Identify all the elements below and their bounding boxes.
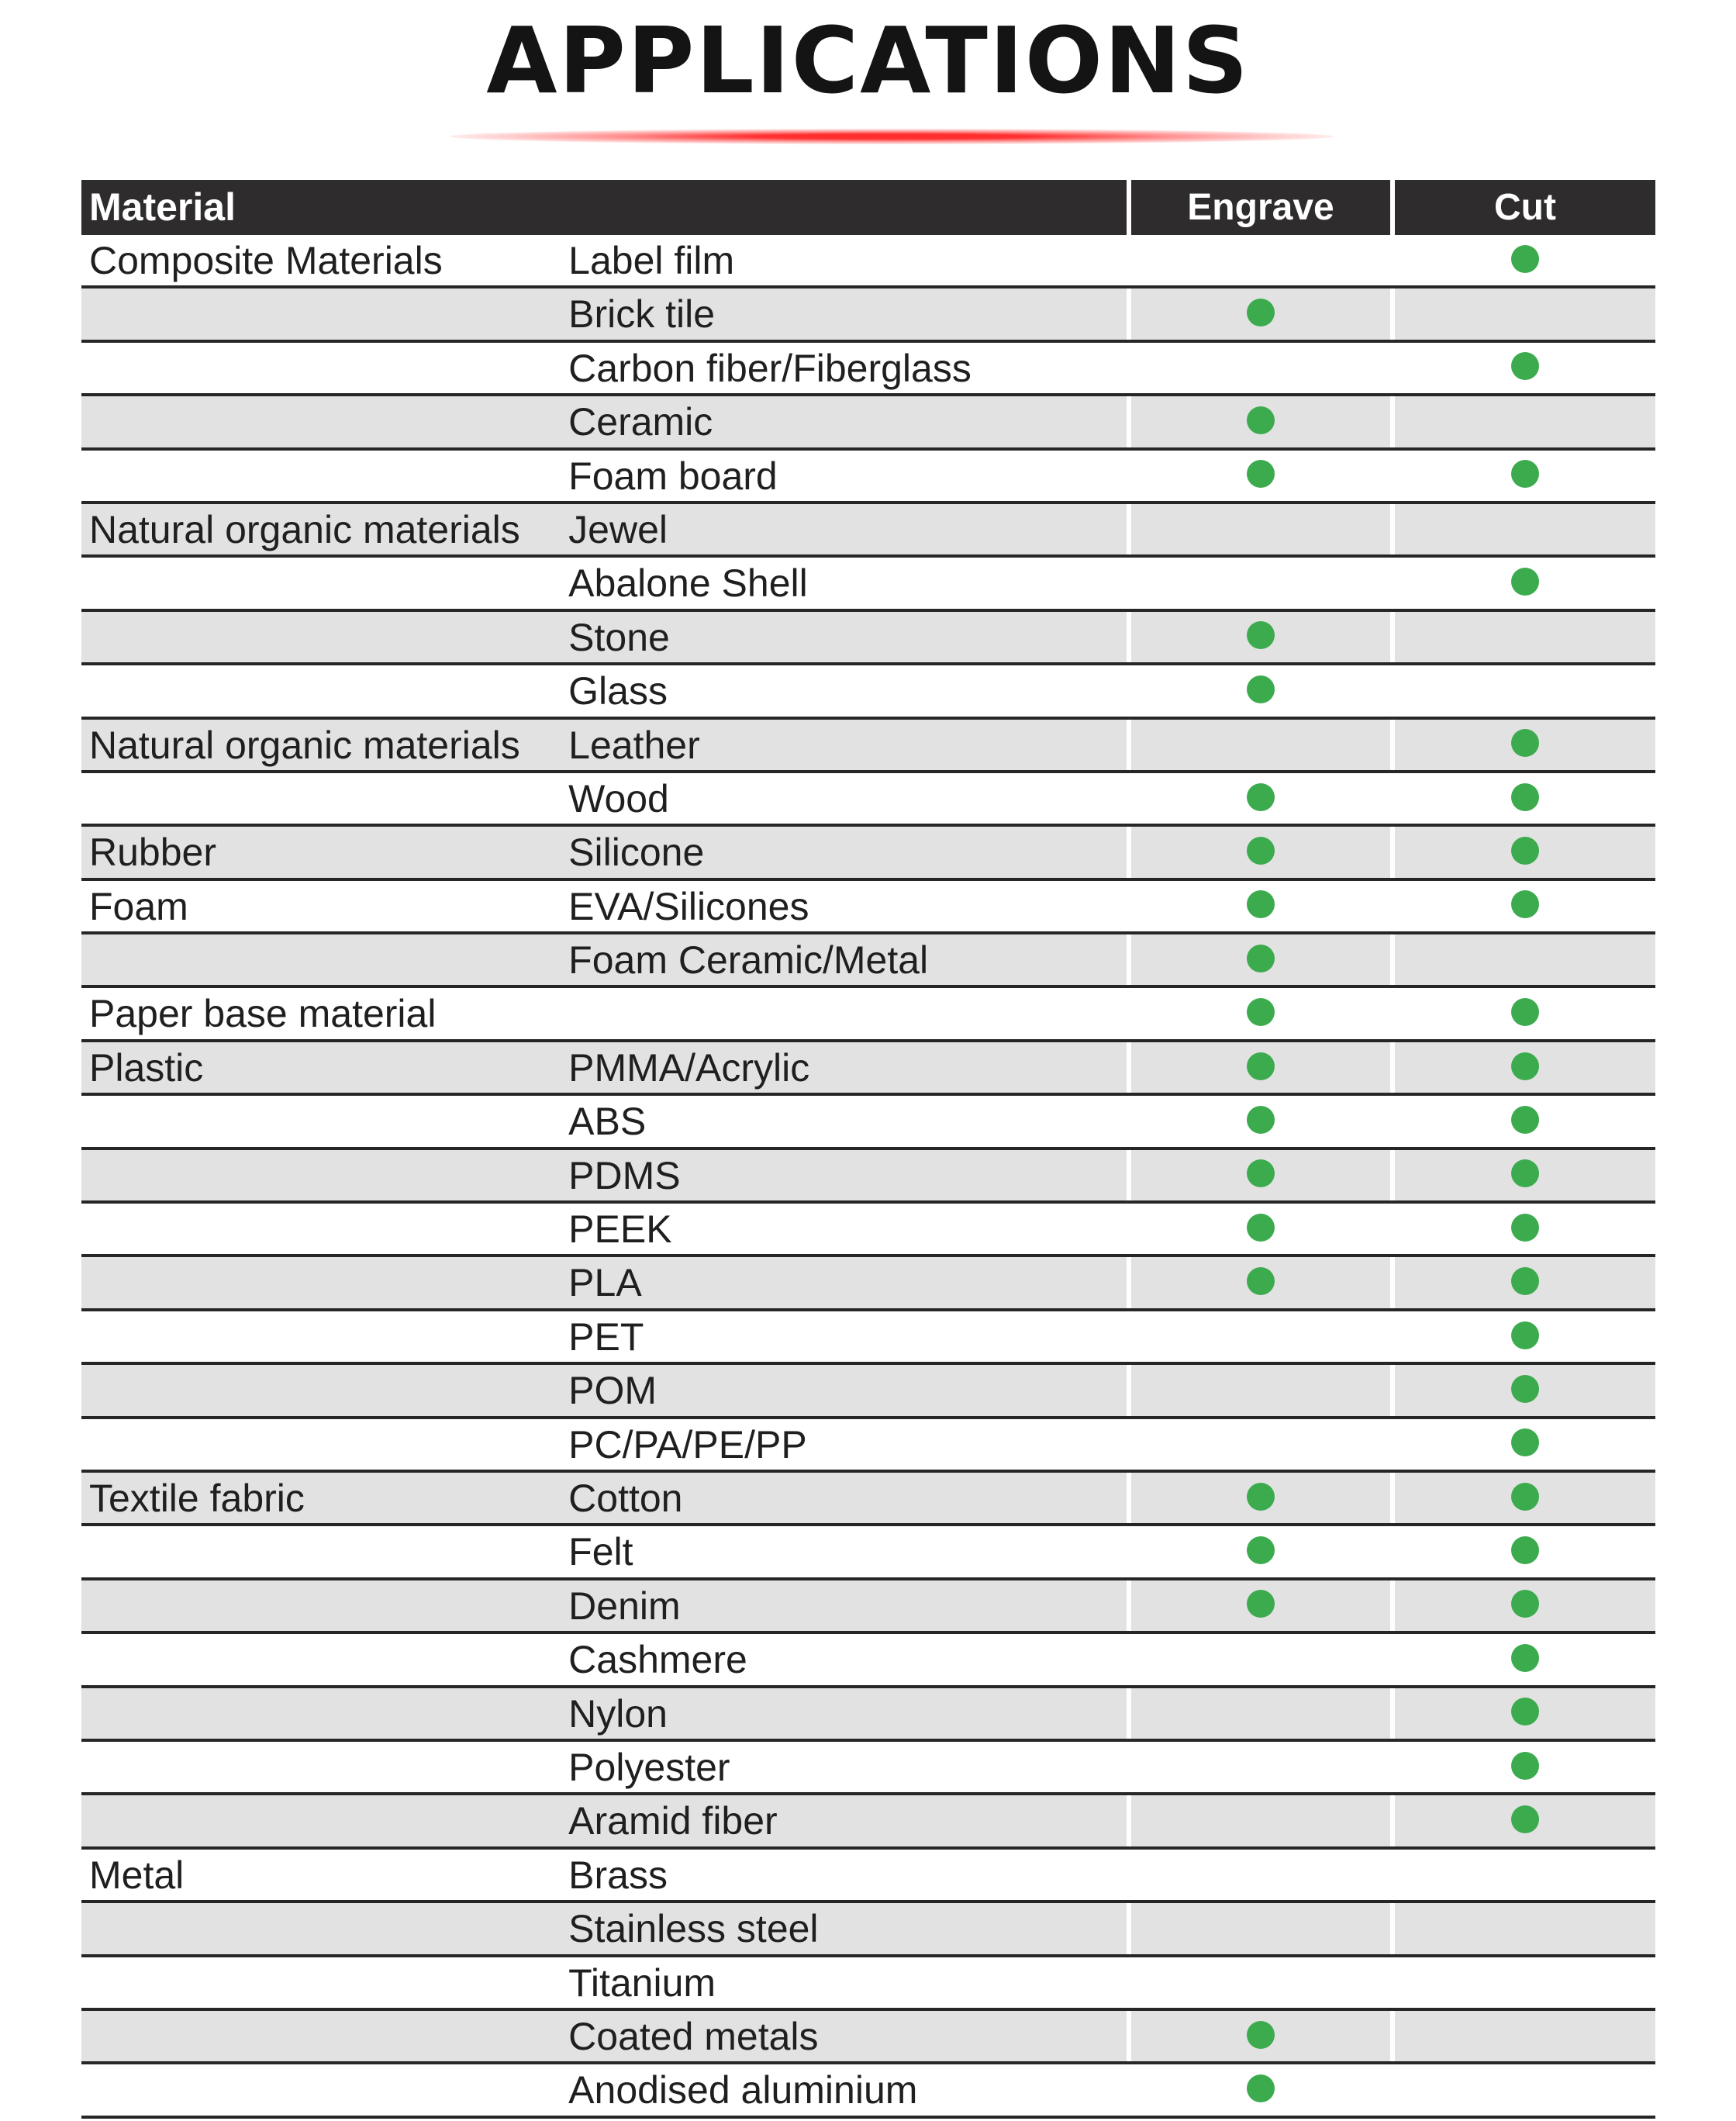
category-cell: Natural organic materials bbox=[81, 720, 568, 770]
title-underline bbox=[450, 129, 1334, 144]
material-cell: Silicone bbox=[568, 827, 1127, 877]
cut-supported-dot-icon bbox=[1511, 352, 1539, 380]
material-cell: PMMA/Acrylic bbox=[568, 1042, 1127, 1093]
cut-cell bbox=[1395, 665, 1655, 716]
table-row bbox=[81, 773, 1655, 827]
cut-supported-dot-icon bbox=[1511, 1267, 1539, 1295]
cut-cell bbox=[1395, 1850, 1655, 1900]
table-row bbox=[81, 1580, 1655, 1634]
material-cell: Felt bbox=[568, 1530, 633, 1574]
category-cell bbox=[81, 773, 568, 824]
cut-cell bbox=[1395, 1311, 1655, 1362]
material-cell: Brick tile bbox=[568, 288, 1127, 339]
engrave-cell bbox=[1131, 1580, 1390, 1631]
engrave-supported-dot-icon bbox=[1247, 1267, 1275, 1295]
cut-supported-dot-icon bbox=[1511, 1321, 1539, 1349]
engrave-cell bbox=[1131, 1742, 1390, 1792]
table-row bbox=[81, 343, 1655, 396]
category-cell bbox=[81, 1526, 568, 1577]
cut-cell bbox=[1395, 288, 1655, 339]
cut-cell bbox=[1395, 1688, 1655, 1739]
header-cut: Cut bbox=[1395, 180, 1655, 235]
category-cell bbox=[81, 665, 568, 716]
engrave-cell bbox=[1131, 1850, 1390, 1900]
cut-cell bbox=[1395, 1795, 1655, 1846]
table-row bbox=[81, 1903, 1655, 1957]
material-cell: PEEK bbox=[568, 1207, 672, 1252]
category-cell bbox=[81, 1903, 568, 1953]
cut-cell bbox=[1395, 1580, 1655, 1631]
category-cell bbox=[81, 1365, 568, 1415]
material-cell: POM bbox=[568, 1365, 1127, 1415]
engrave-cell bbox=[1131, 720, 1390, 770]
engrave-cell bbox=[1131, 934, 1390, 985]
cut-supported-dot-icon bbox=[1511, 998, 1539, 1026]
table-row bbox=[81, 2064, 1655, 2118]
material-cell: PC/PA/PE/PP bbox=[568, 1422, 807, 1466]
cut-supported-dot-icon bbox=[1511, 890, 1539, 918]
table-row bbox=[81, 1473, 1655, 1526]
engrave-supported-dot-icon bbox=[1247, 998, 1275, 1026]
table-body bbox=[81, 235, 1655, 2119]
engrave-cell bbox=[1131, 1096, 1390, 1146]
material-cell: Carbon fiber/Fiberglass bbox=[568, 346, 972, 390]
category-cell bbox=[81, 612, 568, 662]
category-cell: Metal bbox=[89, 1853, 185, 1897]
header-engrave: Engrave bbox=[1131, 180, 1390, 235]
cut-cell bbox=[1395, 612, 1655, 662]
cut-supported-dot-icon bbox=[1511, 1106, 1539, 1134]
material-cell: ABS bbox=[568, 1100, 647, 1144]
header-material: Material bbox=[81, 180, 1127, 235]
table-row bbox=[81, 1042, 1655, 1096]
material-cell: PLA bbox=[568, 1257, 1127, 1307]
cut-cell bbox=[1395, 827, 1655, 877]
cut-cell bbox=[1395, 1042, 1655, 1093]
category-cell: Foam bbox=[89, 884, 188, 928]
material-cell: Label film bbox=[568, 239, 735, 282]
cut-cell bbox=[1395, 396, 1655, 447]
cut-cell bbox=[1395, 881, 1655, 931]
category-cell bbox=[81, 1795, 568, 1846]
cut-supported-dot-icon bbox=[1511, 1375, 1539, 1403]
material-cell: Wood bbox=[568, 776, 669, 820]
category-cell: Composite Materials bbox=[89, 239, 443, 282]
category-cell bbox=[81, 1204, 568, 1254]
cut-cell bbox=[1395, 988, 1655, 1038]
table-row bbox=[81, 504, 1655, 558]
table-row bbox=[81, 1150, 1655, 1204]
cut-supported-dot-icon bbox=[1511, 568, 1539, 596]
engrave-cell bbox=[1131, 451, 1390, 501]
material-cell: Jewel bbox=[568, 504, 1127, 554]
engrave-cell bbox=[1131, 827, 1390, 877]
table-row bbox=[81, 396, 1655, 450]
cut-supported-dot-icon bbox=[1511, 1644, 1539, 1672]
engrave-cell bbox=[1131, 881, 1390, 931]
material-cell: Foam board bbox=[568, 454, 778, 498]
engrave-supported-dot-icon bbox=[1247, 890, 1275, 918]
category-cell: Plastic bbox=[81, 1042, 568, 1093]
engrave-cell bbox=[1131, 773, 1390, 824]
cut-cell bbox=[1395, 504, 1655, 554]
engrave-cell bbox=[1131, 1365, 1390, 1415]
material-cell: Nylon bbox=[568, 1688, 1127, 1739]
cut-cell bbox=[1395, 1204, 1655, 1254]
cut-supported-dot-icon bbox=[1511, 245, 1539, 273]
table-row bbox=[81, 558, 1655, 611]
table-row bbox=[81, 1204, 1655, 1257]
engrave-supported-dot-icon bbox=[1247, 621, 1275, 649]
category-cell bbox=[81, 288, 568, 339]
cut-supported-dot-icon bbox=[1511, 1752, 1539, 1780]
engrave-supported-dot-icon bbox=[1247, 945, 1275, 972]
table-row bbox=[81, 988, 1655, 1042]
table-row bbox=[81, 235, 1655, 288]
material-cell: PDMS bbox=[568, 1150, 1127, 1200]
engrave-cell bbox=[1131, 343, 1390, 393]
cut-cell bbox=[1395, 1742, 1655, 1792]
engrave-cell bbox=[1131, 2064, 1390, 2115]
material-cell: Titanium bbox=[568, 1960, 716, 2005]
applications-table bbox=[81, 180, 1655, 2119]
cut-cell bbox=[1395, 1957, 1655, 2008]
cut-supported-dot-icon bbox=[1511, 460, 1539, 488]
engrave-supported-dot-icon bbox=[1247, 783, 1275, 811]
engrave-cell bbox=[1131, 988, 1390, 1038]
material-cell: Brass bbox=[568, 1853, 668, 1897]
cut-cell bbox=[1395, 1419, 1655, 1470]
cut-cell bbox=[1395, 934, 1655, 985]
engrave-cell bbox=[1131, 1957, 1390, 2008]
cut-supported-dot-icon bbox=[1511, 1805, 1539, 1833]
category-cell: Paper base material bbox=[89, 992, 437, 1036]
category-cell bbox=[81, 1580, 568, 1631]
material-cell: Leather bbox=[568, 720, 1127, 770]
category-cell: Textile fabric bbox=[81, 1473, 568, 1523]
cut-cell bbox=[1395, 558, 1655, 608]
engrave-cell bbox=[1131, 1526, 1390, 1577]
cut-cell bbox=[1395, 451, 1655, 501]
cut-cell bbox=[1395, 235, 1655, 285]
cut-cell bbox=[1395, 1634, 1655, 1684]
cut-supported-dot-icon bbox=[1511, 783, 1539, 811]
category-cell bbox=[81, 1311, 568, 1362]
cut-supported-dot-icon bbox=[1511, 1214, 1539, 1242]
category-cell bbox=[81, 1957, 568, 2008]
category-cell bbox=[81, 396, 568, 447]
category-cell bbox=[81, 1634, 568, 1684]
table-row bbox=[81, 934, 1655, 988]
table-row bbox=[81, 1795, 1655, 1849]
engrave-cell bbox=[1131, 1795, 1390, 1846]
engrave-cell bbox=[1131, 1688, 1390, 1739]
cut-cell bbox=[1395, 1903, 1655, 1953]
cut-supported-dot-icon bbox=[1511, 729, 1539, 757]
engrave-supported-dot-icon bbox=[1247, 406, 1275, 434]
category-cell: Rubber bbox=[81, 827, 568, 877]
engrave-supported-dot-icon bbox=[1247, 460, 1275, 488]
category-cell bbox=[81, 343, 568, 393]
engrave-supported-dot-icon bbox=[1247, 1536, 1275, 1564]
category-cell bbox=[81, 1742, 568, 1792]
cut-cell bbox=[1395, 720, 1655, 770]
table-row bbox=[81, 288, 1655, 342]
material-cell: PET bbox=[568, 1314, 644, 1359]
engrave-cell bbox=[1131, 612, 1390, 662]
engrave-supported-dot-icon bbox=[1247, 1590, 1275, 1618]
engrave-cell bbox=[1131, 1042, 1390, 1093]
engrave-cell bbox=[1131, 2011, 1390, 2061]
engrave-supported-dot-icon bbox=[1247, 1052, 1275, 1080]
table-row bbox=[81, 827, 1655, 880]
material-cell: Stone bbox=[568, 612, 1127, 662]
engrave-cell bbox=[1131, 235, 1390, 285]
material-cell: Cashmere bbox=[568, 1638, 747, 1682]
table-row bbox=[81, 2011, 1655, 2064]
cut-supported-dot-icon bbox=[1511, 1483, 1539, 1511]
material-cell: Cotton bbox=[568, 1473, 1127, 1523]
material-cell: EVA/Silicones bbox=[568, 884, 809, 928]
page-title: APPLICATIONS bbox=[486, 7, 1250, 114]
engrave-cell bbox=[1131, 1311, 1390, 1362]
table-row bbox=[81, 612, 1655, 665]
cut-supported-dot-icon bbox=[1511, 837, 1539, 865]
engrave-supported-dot-icon bbox=[1247, 1483, 1275, 1511]
material-cell: Stainless steel bbox=[568, 1903, 1127, 1953]
material-cell: Abalone Shell bbox=[568, 561, 808, 606]
engrave-cell bbox=[1131, 1150, 1390, 1200]
cut-supported-dot-icon bbox=[1511, 1159, 1539, 1187]
engrave-cell bbox=[1131, 288, 1390, 339]
cut-cell bbox=[1395, 2011, 1655, 2061]
cut-supported-dot-icon bbox=[1511, 1052, 1539, 1080]
category-cell bbox=[81, 1688, 568, 1739]
table-row bbox=[81, 1634, 1655, 1687]
material-cell: Ceramic bbox=[568, 396, 1127, 447]
table-row bbox=[81, 1365, 1655, 1418]
engrave-cell bbox=[1131, 665, 1390, 716]
engrave-supported-dot-icon bbox=[1247, 2021, 1275, 2049]
engrave-cell bbox=[1131, 1257, 1390, 1307]
engrave-supported-dot-icon bbox=[1247, 1159, 1275, 1187]
engrave-supported-dot-icon bbox=[1247, 299, 1275, 326]
table-row bbox=[81, 1850, 1655, 1903]
cut-supported-dot-icon bbox=[1511, 1428, 1539, 1456]
material-cell: Coated metals bbox=[568, 2011, 1127, 2061]
table-row bbox=[81, 1526, 1655, 1580]
engrave-supported-dot-icon bbox=[1247, 675, 1275, 703]
table-header bbox=[81, 180, 1655, 235]
table-row bbox=[81, 1957, 1655, 2011]
category-cell bbox=[81, 1096, 568, 1146]
material-cell bbox=[568, 988, 1127, 1038]
category-cell bbox=[81, 2064, 568, 2115]
engrave-cell bbox=[1131, 1903, 1390, 1953]
engrave-supported-dot-icon bbox=[1247, 837, 1275, 865]
category-cell bbox=[81, 2011, 568, 2061]
table-row bbox=[81, 720, 1655, 773]
cut-supported-dot-icon bbox=[1511, 1536, 1539, 1564]
engrave-supported-dot-icon bbox=[1247, 2074, 1275, 2102]
material-cell: Polyester bbox=[568, 1745, 730, 1789]
category-cell: Natural organic materials bbox=[81, 504, 568, 554]
table-row bbox=[81, 665, 1655, 719]
engrave-cell bbox=[1131, 1419, 1390, 1470]
engrave-cell bbox=[1131, 1634, 1390, 1684]
material-cell: Anodised aluminium bbox=[568, 2068, 918, 2112]
table-row bbox=[81, 1257, 1655, 1311]
engrave-cell bbox=[1131, 504, 1390, 554]
category-cell bbox=[81, 1419, 568, 1470]
cut-cell bbox=[1395, 1096, 1655, 1146]
table-row bbox=[81, 1742, 1655, 1795]
cut-cell bbox=[1395, 1473, 1655, 1523]
engrave-cell bbox=[1131, 558, 1390, 608]
cut-cell bbox=[1395, 343, 1655, 393]
cut-cell bbox=[1395, 1526, 1655, 1577]
table-row bbox=[81, 881, 1655, 934]
cut-cell bbox=[1395, 1365, 1655, 1415]
table-row bbox=[81, 1688, 1655, 1742]
cut-supported-dot-icon bbox=[1511, 1698, 1539, 1725]
material-cell: Aramid fiber bbox=[568, 1795, 1127, 1846]
table-row bbox=[81, 451, 1655, 504]
cut-cell bbox=[1395, 2064, 1655, 2115]
category-cell bbox=[81, 934, 568, 985]
material-cell: Denim bbox=[568, 1580, 1127, 1631]
table-row bbox=[81, 1096, 1655, 1149]
table-row bbox=[81, 1311, 1655, 1365]
category-cell bbox=[81, 558, 568, 608]
material-cell: Foam Ceramic/Metal bbox=[568, 934, 1127, 985]
table-row bbox=[81, 1419, 1655, 1473]
engrave-cell bbox=[1131, 1204, 1390, 1254]
cut-cell bbox=[1395, 773, 1655, 824]
engrave-supported-dot-icon bbox=[1247, 1214, 1275, 1242]
cut-cell bbox=[1395, 1257, 1655, 1307]
category-cell bbox=[81, 1257, 568, 1307]
engrave-supported-dot-icon bbox=[1247, 1106, 1275, 1134]
engrave-cell bbox=[1131, 1473, 1390, 1523]
category-cell bbox=[81, 451, 568, 501]
engrave-cell bbox=[1131, 396, 1390, 447]
material-cell: Glass bbox=[568, 669, 668, 713]
cut-supported-dot-icon bbox=[1511, 1590, 1539, 1618]
cut-cell bbox=[1395, 1150, 1655, 1200]
category-cell bbox=[81, 1150, 568, 1200]
